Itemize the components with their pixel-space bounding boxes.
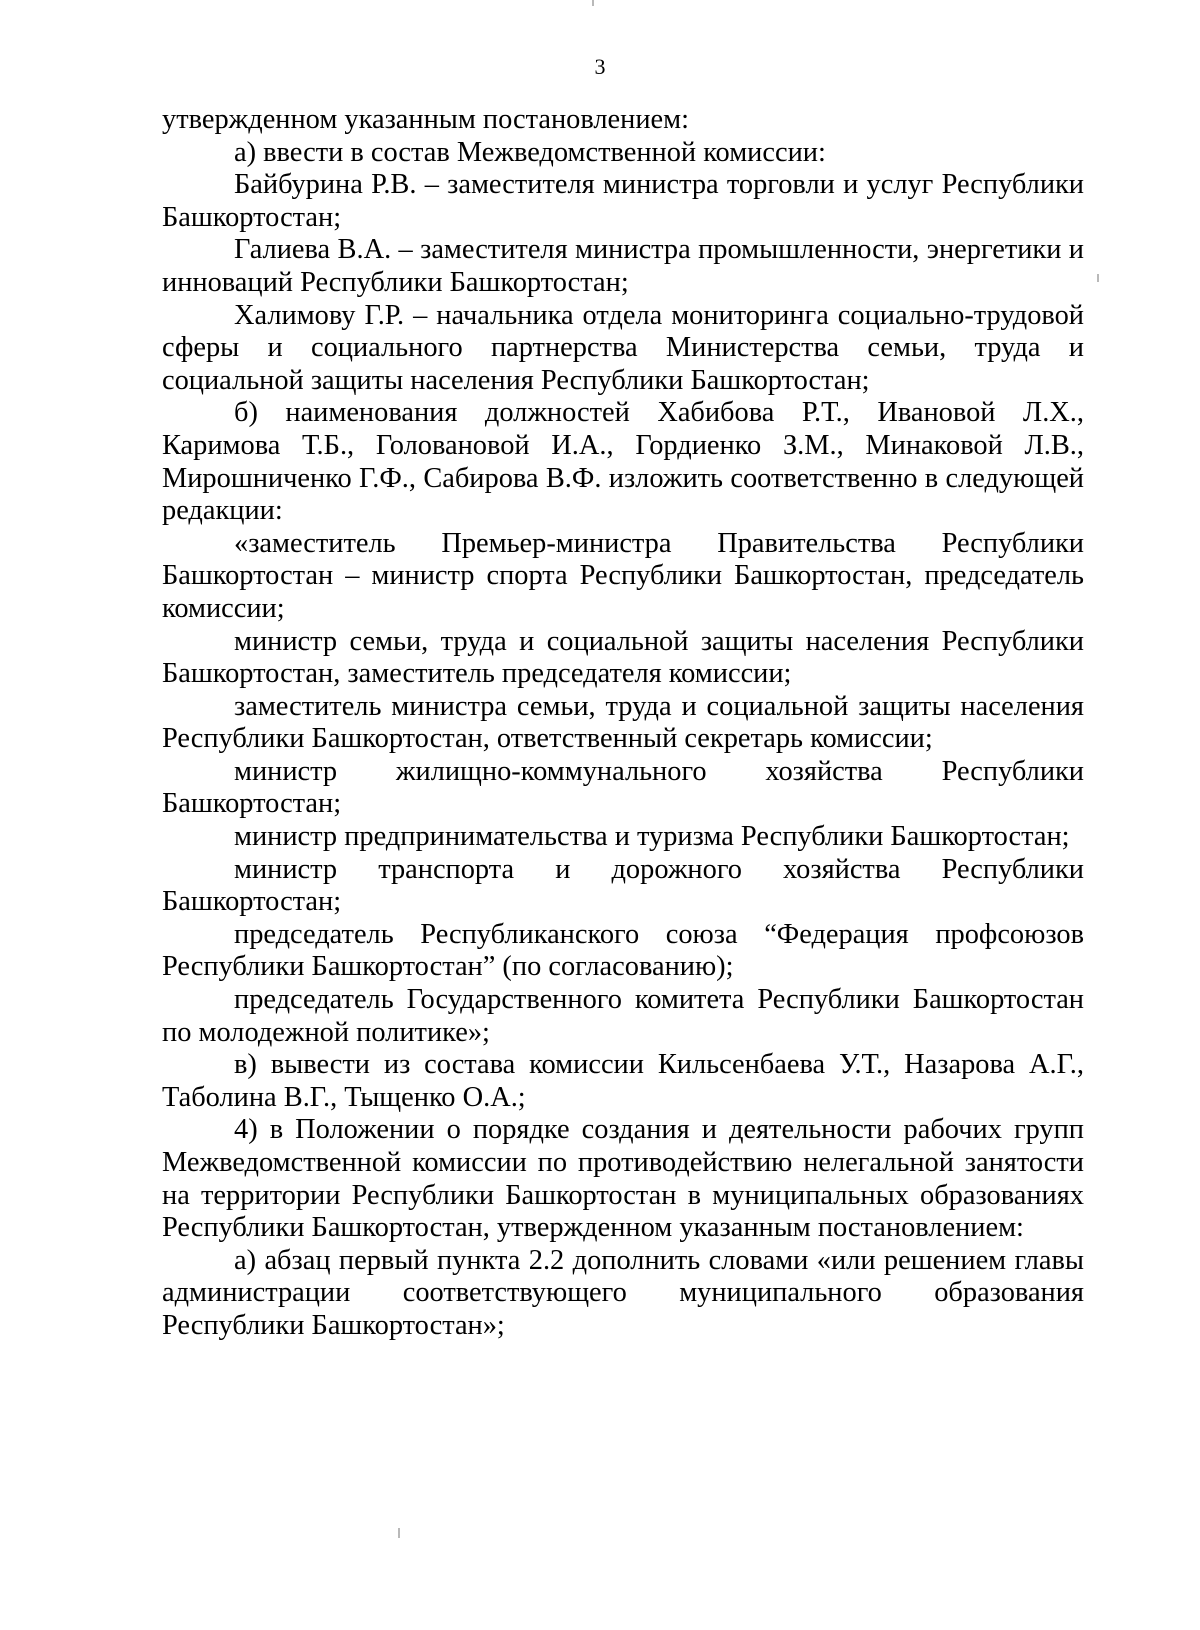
paragraph: «заместитель Премьер-министра Правительства Республики Башкортостан – министр спорта Республики Башкортостан, председатель комиссии; [162,527,1084,624]
paragraph: 4) в Положении о порядке создания и деятельности рабочих групп Межведомственной комиссии по противодействию нелегальной занятости на территории Республики Башкортостан в муниципальных образованиях Республики Башкортостан, утвержденном указанным постановлением: [162,1114,1084,1244]
scan-speck [592,0,594,6]
paragraph: министр предпринимательства и туризма Республики Башкортостан; [234,821,1070,853]
paragraph: Галиева В.А. – заместителя министра промышленности, энергетики и инноваций Республики Башкортостан; [162,234,1084,298]
paragraph: заместитель министра семьи, труда и социальной защиты населения Республики Башкортостан, ответственный секретарь комиссии; [162,690,1084,755]
paragraph: а) абзац первый пункта 2.2 дополнить словами «или решением главы администрации соответствующего муниципального образования Республики Башкортостан»; [162,1244,1084,1341]
paragraph: министр транспорта и дорожного хозяйства Республики Башкортостан; [162,853,1084,918]
paragraph: б) наименования должностей Хабибова Р.Т., Ивановой Л.Х., Каримова Т.Б., Головановой И.А., Гордиенко З.М., Минаковой Л.В., Мирошниченко Г.Ф., Сабирова В.Ф. изложить соответственно в следующей редакции: [162,397,1084,527]
document-body [162,104,1084,1343]
paragraph: Байбурина Р.В. – заместителя министра торговли и услуг Республики Башкортостан; [162,169,1084,233]
paragraph: утвержденном указанным постановлением: [162,104,689,135]
paragraph: председатель Государственного комитета Республики Башкортостан по молодежной политике»; [162,984,1084,1048]
scan-speck [1097,274,1099,282]
paragraph: министр жилищно-коммунального хозяйства Республики Башкортостан; [162,755,1084,820]
scan-speck [398,1528,400,1538]
paragraph: министр семьи, труда и социальной защиты населения Республики Башкортостан, заместитель председателя комиссии; [162,625,1084,690]
paragraph: председатель Республиканского союза “Федерация профсоюзов Республики Башкортостан” (по согласованию); [162,918,1084,983]
paragraph: а) ввести в состав Межведомственной комиссии: [234,136,826,168]
paragraph: Халимову Г.Р. – начальника отдела мониторинга социально-трудовой сферы и социального партнерства Министерства семьи, труда и социальной защиты населения Республики Башкортостан; [162,299,1084,396]
page-number: 3 [594,54,606,79]
paragraph: в) вывести из состава комиссии Кильсенбаева У.Т., Назарова А.Г., Таболина В.Г., Тыщенко О.А.; [162,1049,1084,1113]
